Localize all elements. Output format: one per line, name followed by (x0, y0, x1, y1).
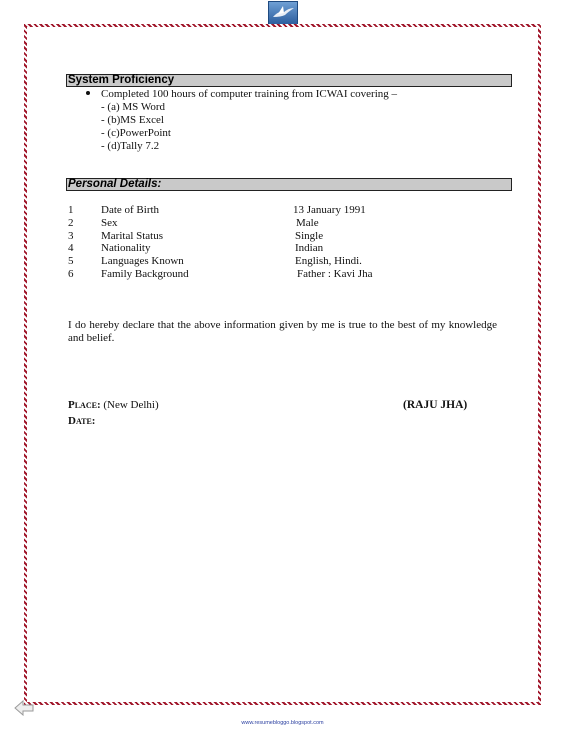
bullet-dot (86, 91, 90, 95)
detail-number: 6 (68, 268, 74, 280)
proficiency-bullet-text: Completed 100 hours of computer training from ICWAI covering – (101, 88, 398, 100)
proficiency-item: - (c)PowerPoint (101, 127, 171, 139)
detail-label: Date of Birth (101, 204, 160, 216)
place-line (68, 399, 159, 412)
place-label: Place: (68, 399, 101, 411)
detail-label: Sex (101, 217, 118, 229)
detail-value: 13 January 1991 (293, 204, 366, 216)
detail-value: English, Hindi. (295, 255, 362, 267)
detail-number: 4 (68, 242, 74, 254)
declaration-text: I do hereby declare that the above information given by me is true to the best of my knowledge and belief. (68, 319, 497, 344)
detail-number: 3 (68, 230, 74, 242)
detail-number: 1 (68, 204, 74, 216)
date-line (68, 415, 95, 428)
footer-link[interactable]: www.resumebloggo.blogspot.com (241, 720, 324, 726)
proficiency-item: - (a) MS Word (101, 101, 165, 113)
back-arrow-icon[interactable] (14, 700, 34, 721)
detail-label: Family Background (101, 268, 189, 280)
proficiency-item: - (d)Tally 7.2 (101, 140, 160, 152)
logo-image (268, 1, 298, 25)
date-label: Date: (68, 415, 96, 427)
detail-label: Nationality (101, 242, 151, 254)
detail-number: 5 (68, 255, 74, 267)
personal-details-heading: Personal Details: (66, 178, 512, 191)
place-value: (New Delhi) (103, 399, 159, 411)
detail-value: Single (295, 230, 324, 242)
signature-name: (RAJU JHA) (403, 399, 468, 411)
detail-value: Male (296, 217, 319, 229)
detail-value: Father : Kavi Jha (297, 268, 373, 280)
detail-label: Languages Known (101, 255, 184, 267)
detail-value: Indian (295, 242, 324, 254)
detail-label: Marital Status (101, 230, 164, 242)
system-proficiency-heading: System Proficiency (66, 74, 512, 87)
detail-number: 2 (68, 217, 74, 229)
proficiency-item: - (b)MS Excel (101, 114, 164, 126)
